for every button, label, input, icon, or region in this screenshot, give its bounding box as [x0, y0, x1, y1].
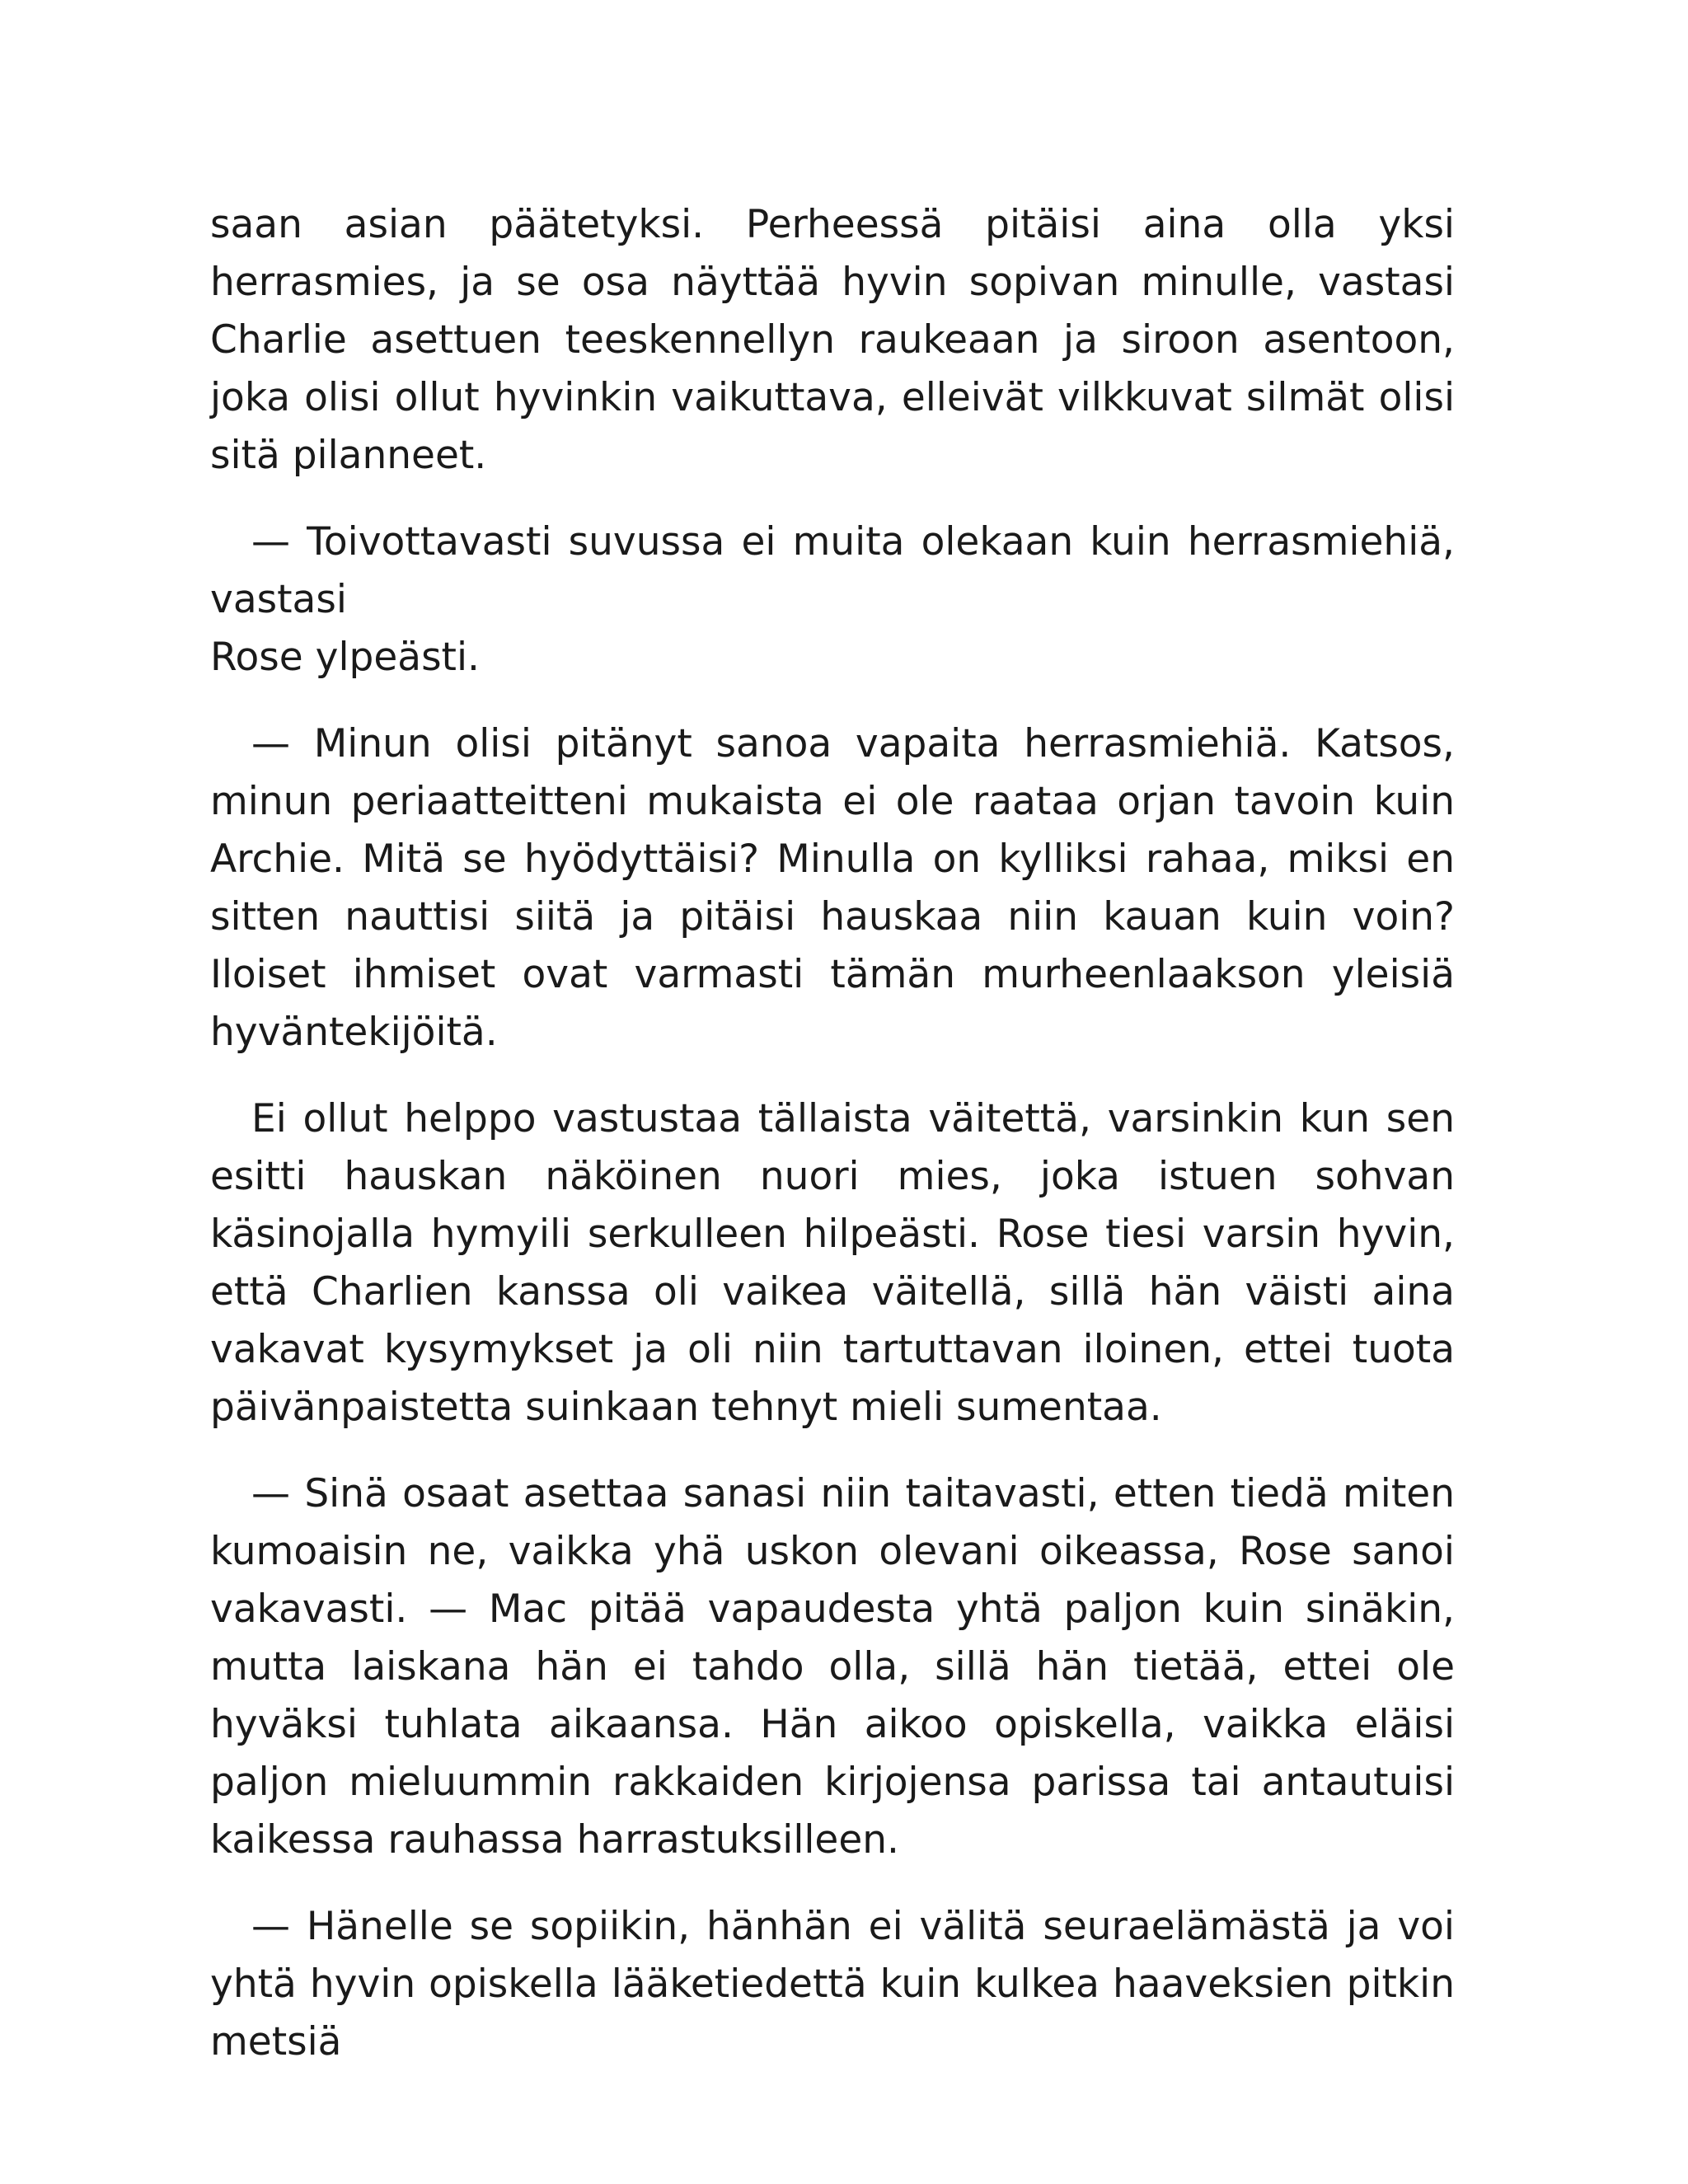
paragraph-6: — Hänelle se sopiikin, hänhän ei välitä seuraelämästä ja voi yhtä hyvin opiskella lääketiedettä kuin kulkea haaveksien pitkin metsiä — [210, 1904, 1455, 2064]
paragraph-2-line-1: — Toivottavasti suvussa ei muita olekaan kuin herrasmiehiä, vastasi — [210, 519, 1455, 622]
paragraph-1: saan asian päätetyksi. Perheessä pitäisi aina olla yksi herrasmies, ja se osa näyttää hyvin sopivan minulle, vastasi Charlie asettuen teeskennellyn raukeaan ja siroon asentoon, joka olisi ollut hyvinkin vaikuttava, elleivät vilkkuvat silmät olisi sitä pilanneet. — [210, 202, 1455, 478]
paragraph-2 — [210, 513, 1455, 687]
paragraph-2-line-2: Rose ylpeästi. — [210, 635, 480, 680]
paragraph-4: Ei ollut helppo vastustaa tällaista väitettä, varsinkin kun sen esitti hauskan näköinen nuori mies, joka istuen sohvan käsinojalla hymyili serkulleen hilpeästi. Rose tiesi varsin hyvin, että Charlien kanssa oli vaikea väitellä, sillä hän väisti aina vakavat kysymykset ja oli niin tartuttavan iloinen, ettei tuota päivänpaistetta suinkaan tehnyt mieli sumentaa. — [210, 1096, 1455, 1430]
body-text — [210, 196, 1455, 2071]
paragraph-5: — Sinä osaat asettaa sanasi niin taitavasti, etten tiedä miten kumoaisin ne, vaikka yhä uskon olevani oikeassa, Rose sanoi vakavasti. — Mac pitää vapaudesta yhtä paljon kuin sinäkin, mutta laiskana hän ei tahdo olla, sillä hän tietää, ettei ole hyväksi tuhlata aikaansa. Hän aikoo opiskella, vaikka eläisi paljon mieluummin rakkaiden kirjojensa parissa tai antautuisi kaikessa rauhassa harrastuksilleen. — [210, 1471, 1455, 1863]
paragraph-3: — Minun olisi pitänyt sanoa vapaita herrasmiehiä. Katsos, minun periaatteitteni mukaista ei ole raataa orjan tavoin kuin Archie. Mitä se hyödyttäisi? Minulla on kylliksi rahaa, miksi en sitten nauttisi siitä ja pitäisi hauskaa niin kauan kuin voin? Iloiset ihmiset ovat varmasti tämän murheenlaakson yleisiä hyväntekijöitä. — [210, 721, 1455, 1055]
